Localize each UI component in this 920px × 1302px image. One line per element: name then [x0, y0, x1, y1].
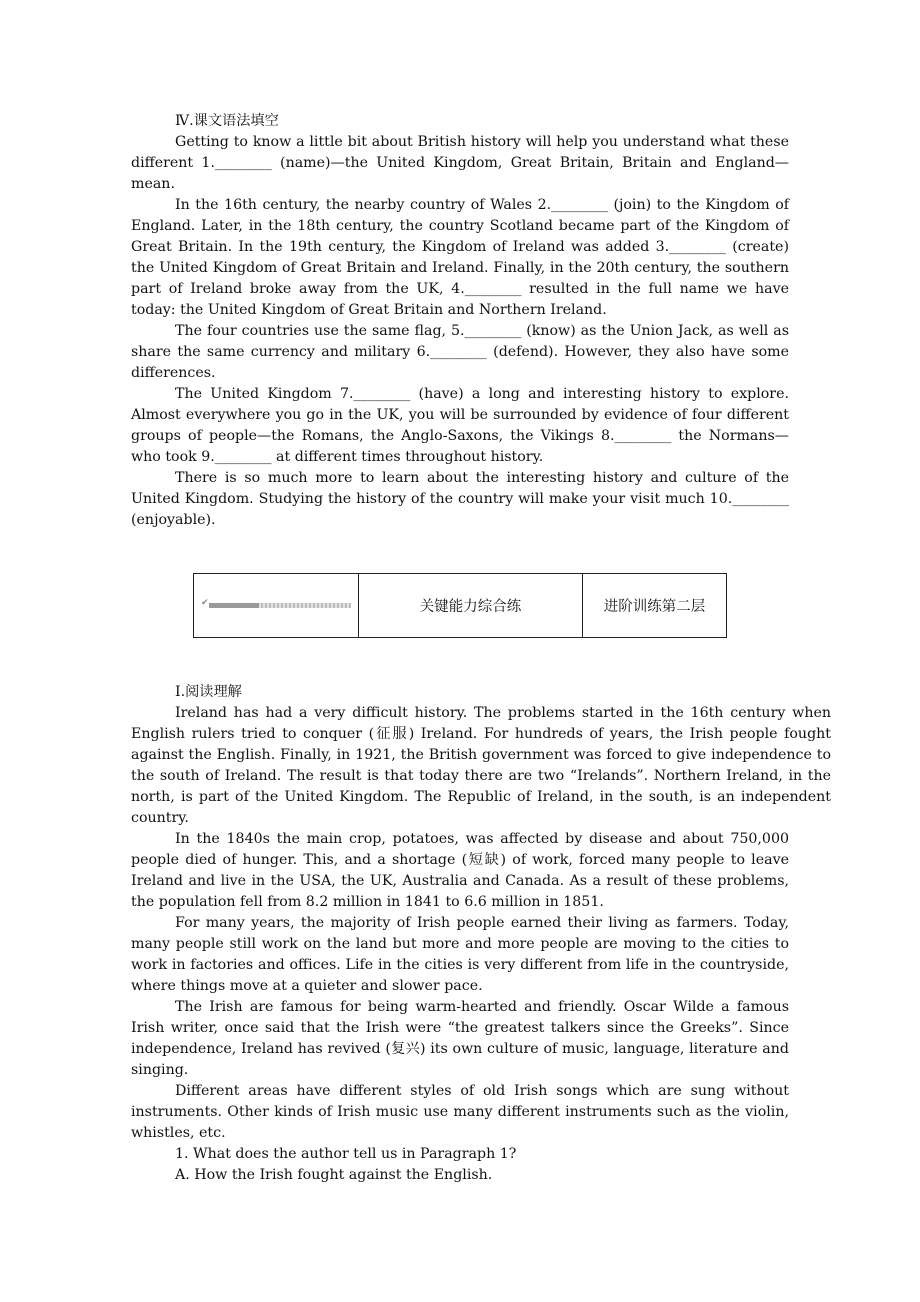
reading-paragraph-5: Different areas have different styles of old Irish songs which are sung without instruments. Other kinds of Irish music use many different instruments such as the violin, whistles, etc.: [131, 1083, 789, 1141]
banner-icon-cell: [194, 574, 359, 638]
question-1-option-a: A. How the Irish fought against the English.: [175, 1167, 493, 1183]
reading-paragraph-3: For many years, the majority of Irish people earned their living as farmers. Today, many people still work on the land but more and more people are moving to the cities to work in factories and offices. Life in the cities is very different from life in the countryside, where things move at a quieter and slower pace.: [131, 915, 789, 994]
fill-paragraph-4: The United Kingdom 7.________ (have) a long and interesting history to explore. Almost everywhere you go in the UK, you will be surrounded by evidence of four different groups of people—the Romans, the Anglo-Saxons, the Vikings 8.________ the Normans—who took 9.________ at different times throughout history.: [131, 386, 789, 465]
banner-title-cell: 关键能力综合练: [359, 574, 583, 638]
fill-paragraph-5: There is so much more to learn about the interesting history and culture of the United Kingdom. Studying the history of the country will make your visit much 10.________ (enjoyable).: [131, 470, 789, 528]
reading-paragraph-4: The Irish are famous for being warm-hearted and friendly. Oscar Wilde a famous Irish writer, once said that the Irish were “the greatest talkers since the Greeks”. Since independence, Ireland has revived (复兴) its own culture of music, language, literature and singing.: [131, 999, 789, 1078]
banner-level-cell: 进阶训练第二层: [583, 574, 727, 638]
section-banner-table: [193, 573, 727, 638]
reading-paragraph-1: Ireland has had a very difficult history. The problems started in the 16th century when English rulers tried to conquer (征服) Ireland. For hundreds of years, the Irish people fought against the English. Finally, in 1921, the British government was forced to give independence to the south of Ireland. The result is that today there are two “Irelands”. Northern Ireland, in the north, is part of the United Kingdom. The Republic of Ireland, in the south, is an independent country.: [131, 705, 831, 826]
reading-paragraph-2: In the 1840s the main crop, potatoes, was affected by disease and about 750,000 people died of hunger. This, and a shortage (短缺) of work, forced many people to leave Ireland and live in the USA, the UK, Australia and Canada. As a result of these problems, the population fell from 8.2 million in 1841 to 6.6 million in 1851.: [131, 831, 789, 910]
fill-paragraph-2: In the 16th century, the nearby country of Wales 2.________ (join) to the Kingdom of England. Later, in the 18th century, the country Scotland became part of the Kingdom of Great Britain. In the 19th century, the Kingdom of Ireland was added 3.________ (create) the United Kingdom of Great Britain and Ireland. Finally, in the 20th century, the southern part of Ireland broke away from the UK, 4.________ resulted in the full name we have today: the United Kingdom of Great Britain and Northern Ireland.: [131, 197, 789, 318]
grammar-fill-section: [131, 111, 789, 531]
fill-paragraph-3: The four countries use the same flag, 5.________ (know) as the Union Jack, as well as share the same currency and military 6.________ (defend). However, they also have some differences.: [131, 323, 789, 381]
checkmark-bar-icon: ✔: [201, 600, 351, 610]
fill-paragraph-1: Getting to know a little bit about British history will help you understand what these different 1.________ (name)—the United Kingdom, Great Britain, Britain and England—mean.: [131, 134, 789, 192]
question-1: 1. What does the author tell us in Paragraph 1?: [175, 1146, 517, 1162]
section-heading-iv: Ⅳ.课文语法填空: [175, 113, 279, 129]
reading-section: [131, 682, 831, 1186]
section-heading-i: Ⅰ.阅读理解: [175, 684, 242, 700]
